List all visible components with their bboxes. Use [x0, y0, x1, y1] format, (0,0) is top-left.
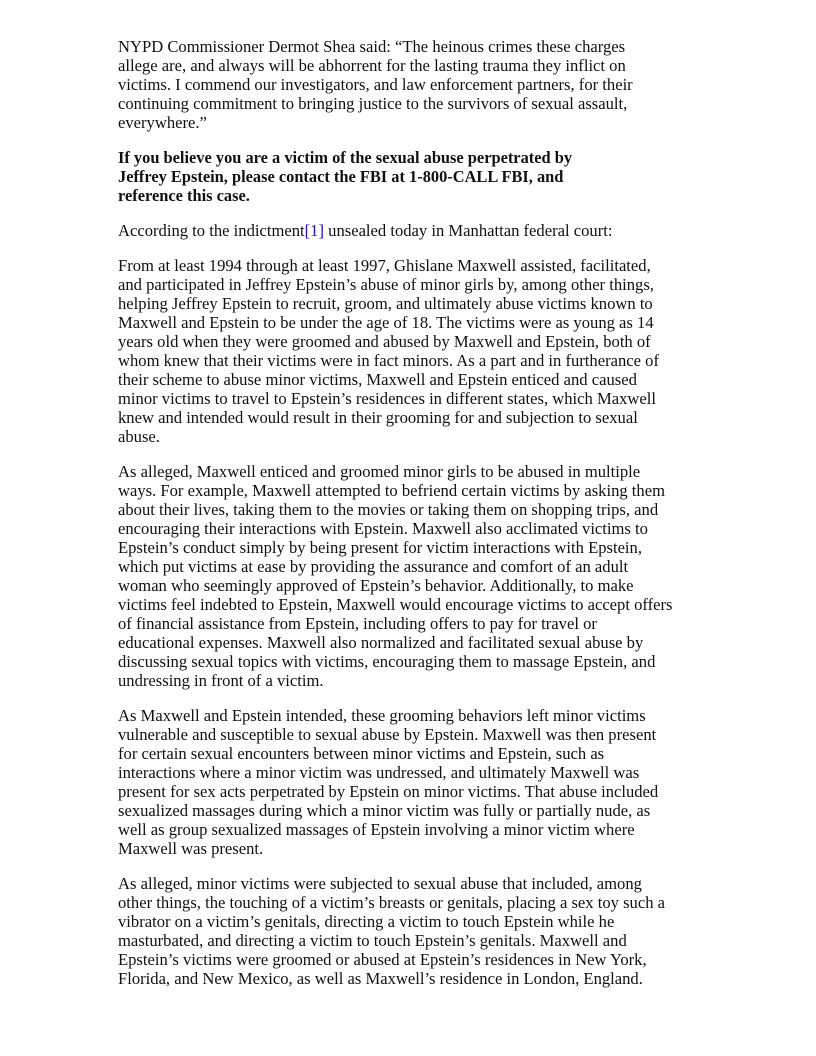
text-line: Maxwell and Epstein to be under the age of 18. The victims were as young as 14 — [118, 313, 654, 332]
text-line: helping Jeffrey Epstein to recruit, groom, and ultimately abuse victims known to — [118, 294, 653, 313]
text-line: for certain sexual encounters between minor victims and Epstein, such as — [118, 744, 605, 763]
text-line: As alleged, Maxwell enticed and groomed minor girls to be abused in multiple — [118, 462, 641, 481]
text-line: their scheme to abuse minor victims, Maxwell and Epstein enticed and caused — [118, 370, 637, 389]
quote-paragraph — [118, 37, 718, 132]
text-line: woman who seemingly approved of Epstein’s behavior. Additionally, to make — [118, 576, 634, 595]
text-line: victims feel indebted to Epstein, Maxwell would encourage victims to accept offers — [118, 595, 673, 614]
text-line: abuse. — [118, 427, 160, 446]
text-line: discussing sexual topics with victims, encouraging them to massage Epstein, and — [118, 652, 656, 671]
paragraph-grooming-methods — [118, 462, 718, 690]
text-line: whom knew that their victims were in fact minors. As a part and in furtherance of — [118, 351, 659, 370]
text-line: allege are, and always will be abhorrent for the lasting trauma they inflict on — [118, 56, 626, 75]
text-line: educational expenses. Maxwell also normalized and facilitated sexual abuse by — [118, 633, 644, 652]
text-line: undressing in front of a victim. — [118, 671, 324, 690]
text-line: Maxwell was present. — [118, 839, 264, 858]
text-line: vibrator on a victim’s genitals, directing a victim to touch Epstein while he — [118, 912, 615, 931]
text-line: ways. For example, Maxwell attempted to befriend certain victims by asking them — [118, 481, 665, 500]
text-line: Epstein’s victims were groomed or abused at Epstein’s residences in New York, — [118, 950, 647, 969]
text-line: As Maxwell and Epstein intended, these grooming behaviors left minor victims — [118, 706, 646, 725]
intro-text-after: unsealed today in Manhattan federal court: — [324, 221, 613, 240]
text-line: NYPD Commissioner Dermot Shea said: “The heinous crimes these charges — [118, 37, 626, 56]
text-line: Jeffrey Epstein, please contact the FBI at 1-800-CALL FBI, and — [118, 167, 564, 186]
fbi-contact-notice — [118, 148, 718, 205]
intro-text-before: According to the indictment — [118, 221, 305, 240]
paragraph-locations — [118, 874, 718, 988]
text-line — [118, 221, 718, 240]
text-line: interactions where a minor victim was undressed, and ultimately Maxwell was — [118, 763, 640, 782]
text-line: encouraging their interactions with Epstein. Maxwell also acclimated victims to — [118, 519, 648, 538]
document-page — [118, 37, 718, 1004]
text-line: victims. I commend our investigators, and law enforcement partners, for their — [118, 75, 633, 94]
text-line: knew and intended would result in their grooming for and subjection to sexual — [118, 408, 638, 427]
text-line: If you believe you are a victim of the sexual abuse perpetrated by — [118, 148, 573, 167]
text-line: continuing commitment to bringing justice to the survivors of sexual assault, — [118, 94, 628, 113]
text-line: vulnerable and susceptible to sexual abuse by Epstein. Maxwell was then present — [118, 725, 657, 744]
footnote-link[interactable]: [1] — [304, 221, 324, 240]
text-line: present for sex acts perpetrated by Epstein on minor victims. That abuse included — [118, 782, 659, 801]
text-line: other things, the touching of a victim’s breasts or genitals, placing a sex toy such a — [118, 893, 666, 912]
indictment-intro — [118, 221, 718, 240]
text-line: of financial assistance from Epstein, including offers to pay for travel or — [118, 614, 597, 633]
text-line: sexualized massages during which a minor victim was fully or partially nude, as — [118, 801, 651, 820]
text-line: about their lives, taking them to the movies or taking them on shopping trips, and — [118, 500, 659, 519]
text-line: Florida, and New Mexico, as well as Maxwell’s residence in London, England. — [118, 969, 643, 988]
text-line: well as group sexualized massages of Epstein involving a minor victim where — [118, 820, 635, 839]
text-line: masturbated, and directing a victim to touch Epstein’s genitals. Maxwell and — [118, 931, 627, 950]
text-line: As alleged, minor victims were subjected to sexual abuse that included, among — [118, 874, 642, 893]
text-line: years old when they were groomed and abused by Maxwell and Epstein, both of — [118, 332, 651, 351]
paragraph-presence — [118, 706, 718, 858]
text-line: From at least 1994 through at least 1997, Ghislane Maxwell assisted, facilitated, — [118, 256, 651, 275]
text-line: Epstein’s conduct simply by being present for victim interactions with Epstein, — [118, 538, 642, 557]
text-line: and participated in Jeffrey Epstein’s abuse of minor girls by, among other things, — [118, 275, 654, 294]
text-line: minor victims to travel to Epstein’s residences in different states, which Maxwell — [118, 389, 656, 408]
text-line: reference this case. — [118, 186, 250, 205]
text-line: everywhere.” — [118, 113, 207, 132]
paragraph-allegations-overview — [118, 256, 718, 446]
text-line: which put victims at ease by providing the assurance and comfort of an adult — [118, 557, 629, 576]
